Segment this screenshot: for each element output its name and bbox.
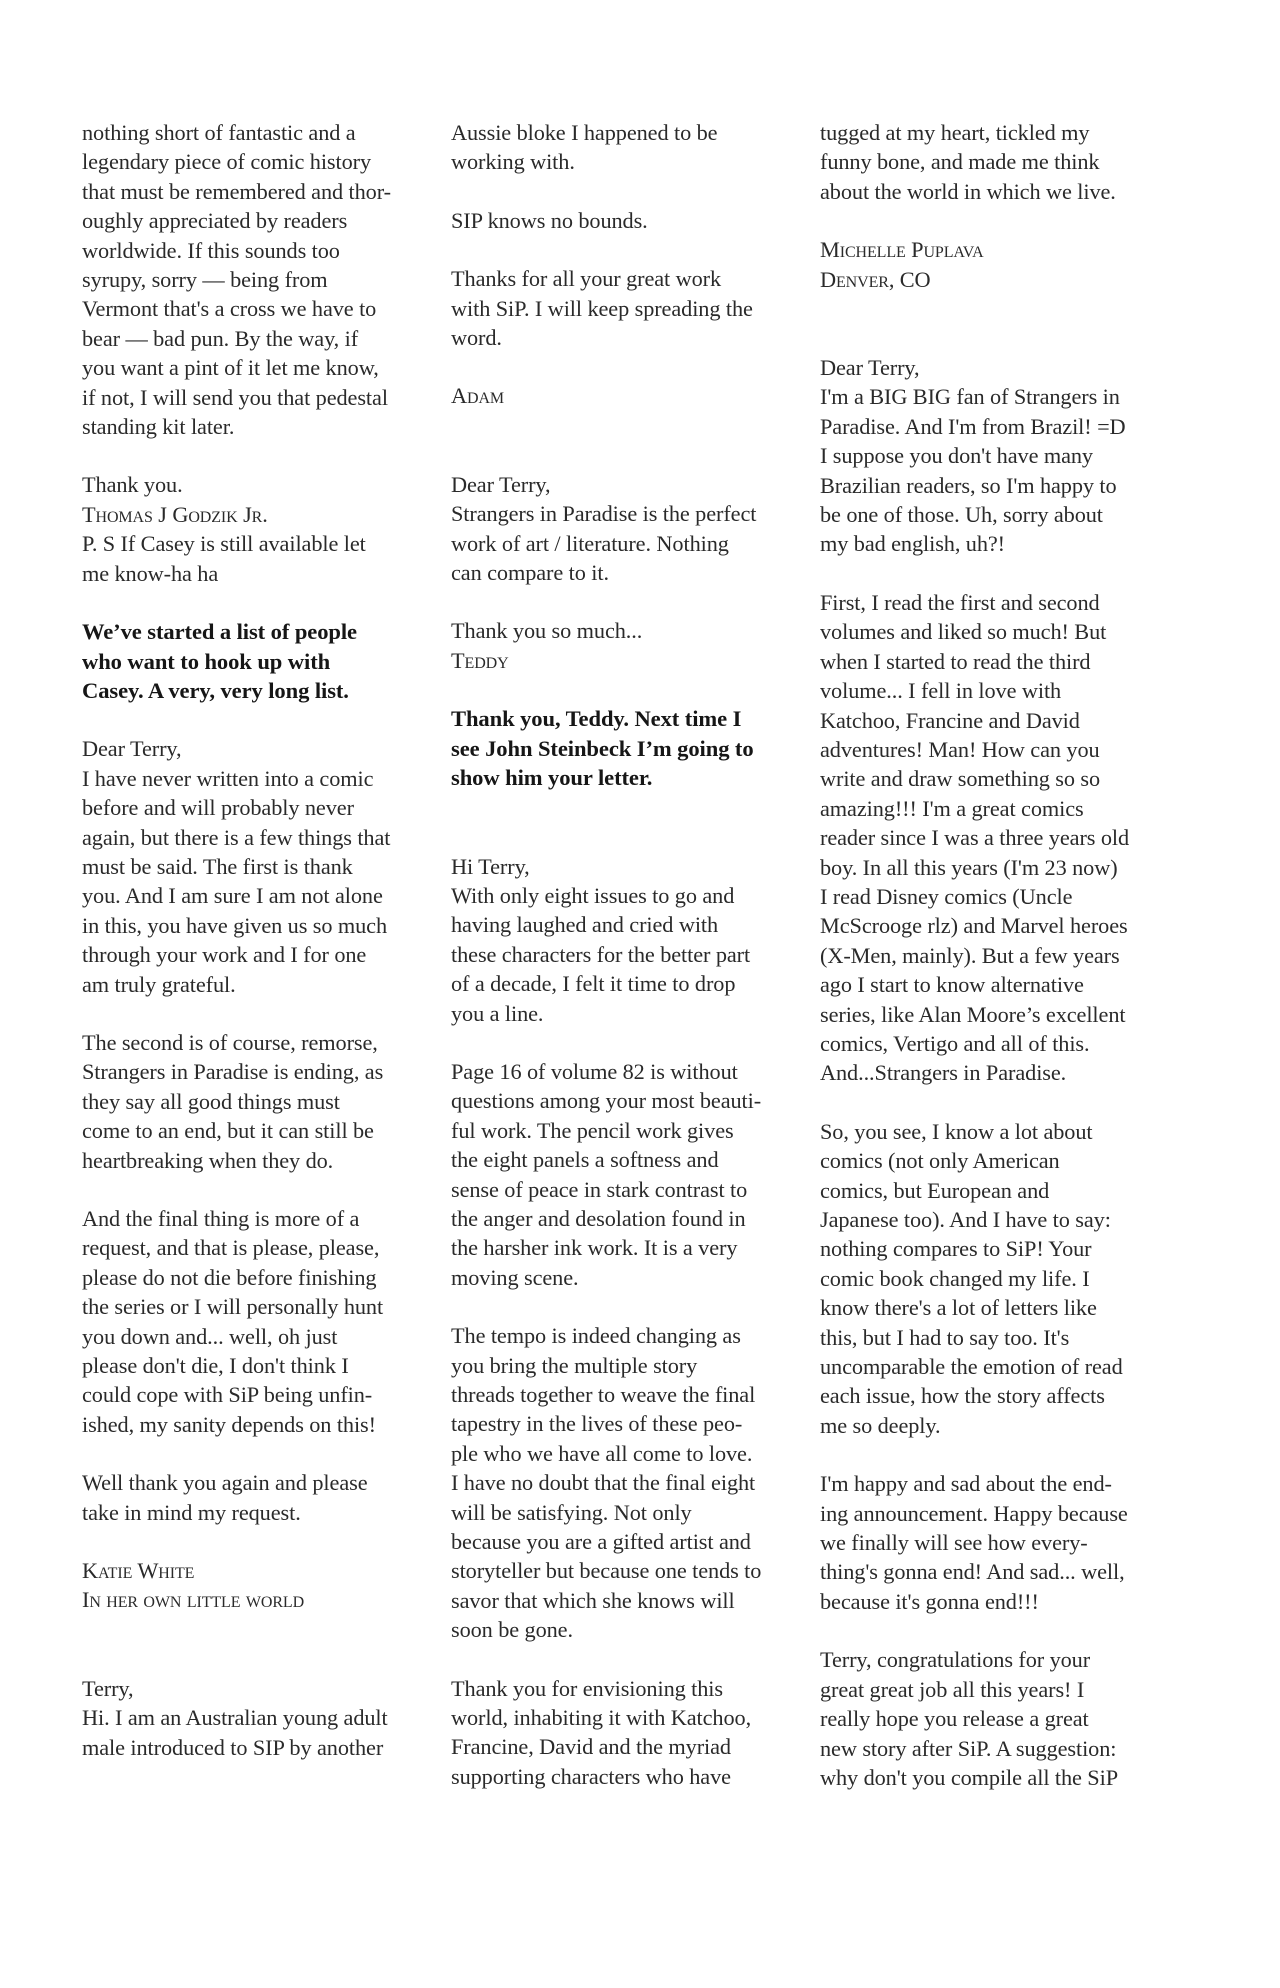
text-line: heartbreaking when they do. bbox=[82, 1147, 334, 1173]
letter-paragraph bbox=[82, 470, 444, 499]
text-line: Well thank you again and please bbox=[82, 1470, 368, 1496]
text-line: Dear Terry, bbox=[451, 471, 551, 497]
text-line: legendary piece of comic history bbox=[82, 149, 372, 175]
text-line: nothing compares to SiP! Your bbox=[820, 1236, 1092, 1262]
text-line: when I started to read the third bbox=[820, 648, 1091, 674]
text-line: funny bone, and made me think bbox=[820, 149, 1100, 175]
paragraph-gap bbox=[451, 352, 816, 381]
text-line: please don't die, I don't think I bbox=[82, 1353, 349, 1379]
letter-paragraph bbox=[451, 1057, 816, 1292]
text-line: can compare to it. bbox=[451, 560, 609, 586]
letter-paragraph bbox=[820, 1645, 1200, 1792]
text-line: ful work. The pencil work gives bbox=[451, 1117, 734, 1143]
text-line: reader since I was a three years old bbox=[820, 825, 1130, 851]
text-line: Francine, David and the myriad bbox=[451, 1734, 731, 1760]
text-line: comics, Vertigo and all of this. bbox=[820, 1030, 1090, 1056]
text-line: working with. bbox=[451, 149, 575, 175]
text-line: see John Steinbeck I’m going to bbox=[451, 735, 754, 761]
letter-paragraph bbox=[451, 852, 816, 1028]
letter-paragraph bbox=[820, 1469, 1200, 1616]
letter-paragraph bbox=[82, 1468, 444, 1527]
text-line: bear — bad pun. By the way, if bbox=[82, 325, 359, 351]
text-line: great great job all this years! I bbox=[820, 1676, 1085, 1702]
text-line: questions among your most beauti- bbox=[451, 1088, 762, 1114]
text-line: I read Disney comics (Uncle bbox=[820, 883, 1073, 909]
editor-reply bbox=[82, 617, 444, 705]
text-line: that must be remembered and thor- bbox=[82, 178, 391, 204]
text-line: the series or I will personally hunt bbox=[82, 1294, 384, 1320]
text-line: please do not die before finishing bbox=[82, 1264, 377, 1290]
text-line: worldwide. If this sounds too bbox=[82, 237, 340, 263]
letter-paragraph bbox=[451, 118, 816, 177]
text-line: thing's gonna end! And sad... well, bbox=[820, 1559, 1125, 1585]
text-line: the harsher ink work. It is a very bbox=[451, 1235, 738, 1261]
text-line: moving scene. bbox=[451, 1264, 579, 1290]
text-line: We’ve started a list of people bbox=[82, 619, 357, 645]
text-line: savor that which she knows will bbox=[451, 1587, 735, 1613]
paragraph-gap bbox=[451, 235, 816, 264]
text-line: come to an end, but it can still be bbox=[82, 1118, 374, 1144]
text-line: Paradise. And I'm from Brazil! =D bbox=[820, 413, 1126, 439]
text-line: who want to hook up with bbox=[82, 648, 331, 674]
text-line: SIP knows no bounds. bbox=[451, 207, 648, 233]
letter-paragraph bbox=[82, 529, 444, 588]
paragraph-gap bbox=[451, 411, 816, 470]
text-line: ple who we have all come to love. bbox=[451, 1440, 753, 1466]
text-line: know there's a lot of letters like bbox=[820, 1295, 1097, 1321]
letters-column-1 bbox=[82, 118, 444, 1762]
paragraph-gap bbox=[82, 999, 444, 1028]
text-line: Casey. A very, very long list. bbox=[82, 677, 349, 703]
paragraph-gap bbox=[451, 177, 816, 206]
paragraph-gap bbox=[820, 1616, 1200, 1645]
text-line: you. And I am sure I am not alone bbox=[82, 883, 383, 909]
text-line: storyteller but because one tends to bbox=[451, 1558, 762, 1584]
text-line: Aussie bloke I happened to be bbox=[451, 120, 718, 145]
text-line: they say all good things must bbox=[82, 1088, 340, 1114]
text-line: if not, I will send you that pedestal bbox=[82, 384, 388, 410]
text-line: Dear Terry, bbox=[820, 355, 920, 381]
text-line: syrupy, sorry — being from bbox=[82, 267, 328, 293]
paragraph-gap bbox=[820, 1088, 1200, 1117]
text-line: sense of peace in stark contrast to bbox=[451, 1176, 748, 1202]
text-line: Hi. I am an Australian young adult bbox=[82, 1705, 388, 1731]
letter-paragraph bbox=[451, 1321, 816, 1644]
text-line: having laughed and cried with bbox=[451, 912, 719, 938]
letters-column-2 bbox=[451, 118, 816, 1791]
paragraph-gap bbox=[451, 587, 816, 616]
text-line: in this, you have given us so much bbox=[82, 912, 388, 938]
text-line: through your work and I for one bbox=[82, 942, 367, 968]
text-line: again, but there is a few things that bbox=[82, 824, 391, 850]
text-line: I'm a BIG BIG fan of Strangers in bbox=[820, 384, 1120, 410]
text-line: Thomas J Godzik Jr. bbox=[82, 501, 268, 527]
paragraph-gap bbox=[82, 441, 444, 470]
text-line: The tempo is indeed changing as bbox=[451, 1323, 741, 1349]
letter-paragraph bbox=[82, 1204, 444, 1439]
text-line: you down and... well, oh just bbox=[82, 1323, 338, 1349]
letters-column-3 bbox=[820, 118, 1200, 1792]
text-line: comics, but European and bbox=[820, 1177, 1050, 1203]
text-line: Terry, congratulations for your bbox=[820, 1647, 1091, 1673]
text-line: comic book changed my life. I bbox=[820, 1265, 1090, 1291]
letter-paragraph bbox=[820, 118, 1200, 206]
text-line: I have no doubt that the final eight bbox=[451, 1470, 756, 1496]
text-line: with SiP. I will keep spreading the bbox=[451, 295, 753, 321]
text-line: nothing short of fantastic and a bbox=[82, 120, 356, 145]
text-line: me so deeply. bbox=[820, 1412, 941, 1438]
text-line: these characters for the better part bbox=[451, 941, 751, 967]
paragraph-gap bbox=[820, 1440, 1200, 1469]
paragraph-gap bbox=[820, 206, 1200, 235]
letter-paragraph bbox=[451, 470, 816, 588]
text-line: world, inhabiting it with Katchoo, bbox=[451, 1705, 752, 1731]
letter-signature bbox=[451, 646, 816, 675]
text-line: Katie White bbox=[82, 1558, 195, 1584]
text-line: male introduced to SIP by another bbox=[82, 1734, 384, 1760]
text-line: Strangers in Paradise is the perfect bbox=[451, 501, 757, 527]
text-line: Teddy bbox=[451, 647, 509, 673]
text-line: Thank you for envisioning this bbox=[451, 1675, 723, 1701]
text-line: comics (not only American bbox=[820, 1148, 1060, 1174]
letter-paragraph bbox=[82, 734, 444, 999]
text-line: adventures! Man! How can you bbox=[820, 736, 1100, 762]
text-line: we finally will see how every- bbox=[820, 1530, 1088, 1556]
text-line: the anger and desolation found in bbox=[451, 1205, 746, 1231]
letter-paragraph bbox=[451, 206, 816, 235]
text-line: my bad english, uh?! bbox=[820, 531, 1006, 557]
text-line: And...Strangers in Paradise. bbox=[820, 1060, 1067, 1086]
letter-signature bbox=[820, 235, 1200, 294]
text-line: Denver, CO bbox=[820, 266, 931, 292]
text-line: The second is of course, remorse, bbox=[82, 1029, 378, 1055]
letter-paragraph bbox=[82, 1028, 444, 1175]
text-line: ago I start to know alternative bbox=[820, 972, 1084, 998]
paragraph-gap bbox=[451, 793, 816, 852]
text-line: could cope with SiP being unfin- bbox=[82, 1382, 373, 1408]
text-line: threads together to weave the final bbox=[451, 1382, 756, 1407]
text-line: And the final thing is more of a bbox=[82, 1206, 360, 1231]
text-line: you a line. bbox=[451, 1000, 544, 1026]
text-line: Terry, bbox=[82, 1675, 134, 1701]
text-line: uncomparable the emotion of read bbox=[820, 1354, 1123, 1380]
text-line: Thank you, Teddy. Next time I bbox=[451, 706, 742, 732]
text-line: of a decade, I felt it time to drop bbox=[451, 971, 736, 997]
text-line: me know-ha ha bbox=[82, 560, 219, 586]
text-line: am truly grateful. bbox=[82, 971, 236, 997]
text-line: word. bbox=[451, 325, 502, 351]
text-line: Brazilian readers, so I'm happy to bbox=[820, 472, 1117, 498]
text-line: oughly appreciated by readers bbox=[82, 208, 348, 234]
letter-paragraph bbox=[451, 1674, 816, 1792]
paragraph-gap bbox=[451, 675, 816, 704]
text-line: Michelle Puplava bbox=[820, 237, 984, 263]
paragraph-gap bbox=[82, 588, 444, 617]
letter-paragraph bbox=[820, 588, 1200, 1088]
text-line: this, but I had to say too. It's bbox=[820, 1324, 1070, 1350]
text-line: P. S If Casey is still available let bbox=[82, 531, 366, 557]
letter-paragraph bbox=[82, 118, 444, 441]
text-line: about the world in which we live. bbox=[820, 178, 1116, 204]
text-line: (X-Men, mainly). But a few years bbox=[820, 942, 1120, 968]
letter-signature bbox=[82, 500, 444, 529]
text-line: must be said. The first is thank bbox=[82, 853, 353, 879]
text-line: the eight panels a softness and bbox=[451, 1147, 719, 1173]
text-line: Katchoo, Francine and David bbox=[820, 707, 1080, 733]
text-line: amazing!!! I'm a great comics bbox=[820, 795, 1084, 821]
paragraph-gap bbox=[82, 1439, 444, 1468]
text-line: will be satisfying. Not only bbox=[451, 1499, 692, 1525]
text-line: you bring the multiple story bbox=[451, 1352, 698, 1378]
text-line: Page 16 of volume 82 is without bbox=[451, 1058, 738, 1084]
text-line: be one of those. Uh, sorry about bbox=[820, 502, 1103, 528]
text-line: So, you see, I know a lot about bbox=[820, 1118, 1093, 1144]
text-line: you want a pint of it let me know, bbox=[82, 355, 379, 381]
text-line: ing announcement. Happy because bbox=[820, 1500, 1128, 1526]
paragraph-gap bbox=[820, 559, 1200, 588]
letter-signature bbox=[451, 381, 816, 410]
text-line: write and draw something so so bbox=[820, 766, 1101, 792]
text-line: soon be gone. bbox=[451, 1617, 573, 1643]
text-line: volumes and liked so much! But bbox=[820, 619, 1107, 645]
text-line: why don't you compile all the SiP bbox=[820, 1764, 1118, 1790]
text-line: I have never written into a comic bbox=[82, 765, 374, 791]
text-line: work of art / literature. Nothing bbox=[451, 530, 729, 556]
text-line: supporting characters who have bbox=[451, 1763, 731, 1789]
text-line: each issue, how the story affects bbox=[820, 1383, 1105, 1409]
letter-signature bbox=[82, 1556, 444, 1615]
letter-paragraph bbox=[82, 1674, 444, 1762]
editor-reply bbox=[451, 704, 816, 792]
text-line: really hope you release a great bbox=[820, 1706, 1089, 1732]
text-line: standing kit later. bbox=[82, 414, 235, 440]
text-line: Dear Terry, bbox=[82, 736, 182, 762]
text-line: because you are a gifted artist and bbox=[451, 1529, 751, 1555]
text-line: volume... I fell in love with bbox=[820, 678, 1062, 704]
paragraph-gap bbox=[451, 1645, 816, 1674]
text-line: because it's gonna end!!! bbox=[820, 1588, 1039, 1614]
text-line: Japanese too). And I have to say: bbox=[820, 1207, 1111, 1232]
paragraph-gap bbox=[82, 705, 444, 734]
letter-paragraph bbox=[451, 264, 816, 352]
text-line: Adam bbox=[451, 383, 505, 409]
text-line: McScrooge rlz) and Marvel heroes bbox=[820, 913, 1128, 939]
letter-paragraph bbox=[820, 1117, 1200, 1440]
text-line: take in mind my request. bbox=[82, 1499, 301, 1525]
letter-paragraph bbox=[820, 353, 1200, 559]
text-line: ished, my sanity depends on this! bbox=[82, 1411, 376, 1437]
text-line: I suppose you don't have many bbox=[820, 443, 1093, 469]
text-line: tapestry in the lives of these peo- bbox=[451, 1411, 743, 1437]
paragraph-gap bbox=[82, 1175, 444, 1204]
text-line: I'm happy and sad about the end- bbox=[820, 1471, 1112, 1497]
paragraph-gap bbox=[451, 1292, 816, 1321]
paragraph-gap bbox=[82, 1615, 444, 1674]
paragraph-gap bbox=[451, 1028, 816, 1057]
text-line: Hi Terry, bbox=[451, 853, 530, 879]
text-line: First, I read the first and second bbox=[820, 589, 1100, 615]
text-line: Thanks for all your great work bbox=[451, 266, 722, 292]
text-line: show him your letter. bbox=[451, 765, 653, 791]
text-line: Thank you so much... bbox=[451, 618, 643, 644]
text-line: Strangers in Paradise is ending, as bbox=[82, 1059, 384, 1085]
paragraph-gap bbox=[820, 294, 1200, 353]
text-line: tugged at my heart, tickled my bbox=[820, 120, 1090, 145]
text-line: series, like Alan Moore’s excellent bbox=[820, 1001, 1126, 1027]
text-line: boy. In all this years (I'm 23 now) bbox=[820, 854, 1118, 880]
text-line: new story after SiP. A suggestion: bbox=[820, 1735, 1117, 1761]
text-line: With only eight issues to go and bbox=[451, 882, 735, 908]
text-line: request, and that is please, please, bbox=[82, 1235, 380, 1261]
paragraph-gap bbox=[82, 1527, 444, 1556]
text-line: In her own little world bbox=[82, 1587, 305, 1613]
text-line: Thank you. bbox=[82, 472, 183, 498]
text-line: Vermont that's a cross we have to bbox=[82, 296, 377, 322]
letter-paragraph bbox=[451, 616, 816, 645]
text-line: before and will probably never bbox=[82, 795, 354, 821]
